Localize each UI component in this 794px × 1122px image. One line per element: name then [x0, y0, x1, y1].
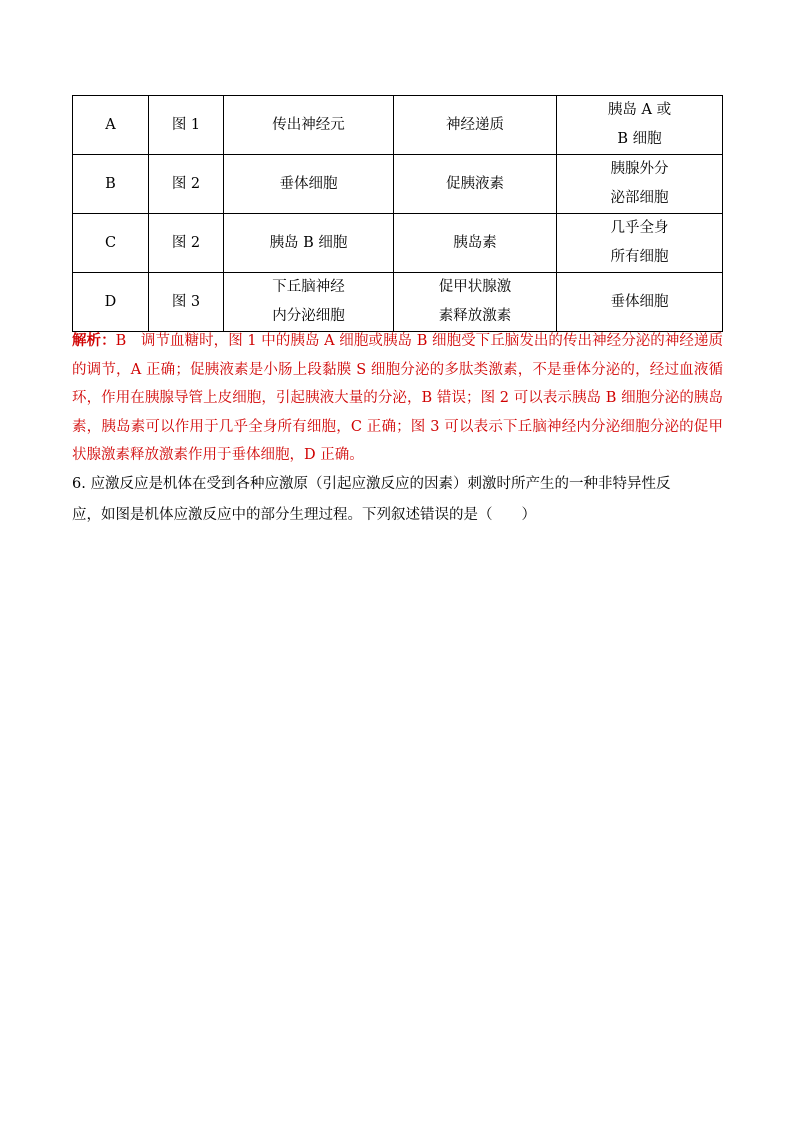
option-cell: B: [73, 155, 149, 214]
cell-text-line: 胰腺外分: [610, 161, 669, 177]
cell-text-line: 下丘脑神经: [272, 279, 345, 295]
figure-cell: 图 2: [149, 214, 224, 273]
cell-text-line: 促胰液素: [446, 175, 504, 192]
signal-molecule-cell: [394, 155, 557, 214]
secreting-cell: [224, 214, 394, 273]
secreting-cell: [224, 155, 394, 214]
cell-text-line: 胰岛素: [453, 234, 497, 251]
question-6: [72, 469, 723, 531]
cell-text-line: 垂体细胞: [279, 175, 338, 192]
target-cell: [557, 96, 723, 155]
cell-text-line: 素释放激素: [438, 308, 512, 324]
cell-text-line: B 细胞: [617, 131, 662, 147]
cell-text-line: 传出神经元: [272, 116, 345, 133]
cell-text-line: 几乎全身: [610, 220, 669, 236]
cell-text-line: 泌部细胞: [610, 190, 669, 206]
signal-molecule-cell: [394, 273, 557, 332]
signal-molecule-cell: [394, 96, 557, 155]
question-line-1: 6. 应激反应是机体在受到各种应激原（引起应激反应的因素）刺激时所产生的一种非特异性反: [72, 476, 671, 492]
secreting-cell: [224, 273, 394, 332]
target-cell: [557, 155, 723, 214]
cell-text-line: 神经递质: [446, 116, 504, 133]
answer-table-body: [73, 96, 723, 332]
table-row: [73, 155, 723, 214]
cell-text-line: 内分泌细胞: [272, 308, 345, 324]
cell-text-line: 促甲状腺激: [438, 279, 512, 295]
analysis-label: 解析：: [72, 332, 116, 349]
table-row: [73, 214, 723, 273]
cell-text-line: 所有细胞: [610, 249, 669, 265]
cell-text-line: 垂体细胞: [610, 293, 669, 310]
figure-cell: 图 1: [149, 96, 224, 155]
question-line-2: 应，如图是机体应激反应中的部分生理过程。下列叙述错误的是（ ）: [72, 507, 536, 523]
analysis-paragraph: [72, 327, 723, 470]
option-cell: A: [73, 96, 149, 155]
cell-text-line: 胰岛 B 细胞: [269, 234, 348, 251]
option-cell: C: [73, 214, 149, 273]
cell-text-line: 胰岛 A 或: [607, 102, 672, 118]
table-row: [73, 96, 723, 155]
target-cell: [557, 214, 723, 273]
answer-table: [72, 95, 723, 332]
signal-molecule-cell: [394, 214, 557, 273]
option-cell: D: [73, 273, 149, 332]
table-row: [73, 273, 723, 332]
figure-cell: 图 3: [149, 273, 224, 332]
figure-cell: 图 2: [149, 155, 224, 214]
secreting-cell: [224, 96, 394, 155]
target-cell: [557, 273, 723, 332]
analysis-text: B 调节血糖时，图 1 中的胰岛 A 细胞或胰岛 B 细胞受下丘脑发出的传出神经分泌的神经递质的调节，A 正确；促胰液素是小肠上段黏膜 S 细胞分泌的多肽类激素，不是垂体分泌的，经过血液循环，作用在胰腺导管上皮细胞，引起胰液大量的分泌，B 错误；图 2 可以表示胰岛 B 细胞分泌的胰岛素，胰岛素可以作用于几乎全身所有细胞，C 正确；图 3 可以表示下丘脑神经内分泌细胞分泌的促甲状腺激素释放激素作用于垂体细胞，D 正确。: [72, 333, 723, 463]
